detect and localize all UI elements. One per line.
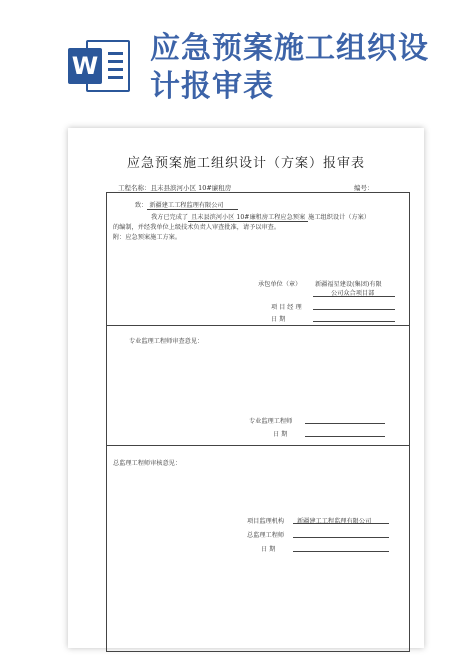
project-value: 且末县滨河小区 10#廉租房 bbox=[150, 184, 232, 192]
attachment-line: 附：应急预案施工方案。 bbox=[113, 234, 182, 241]
chief-review-heading: 总监理工程师审核意见： bbox=[113, 460, 182, 467]
document-page bbox=[68, 128, 424, 648]
engineer-label: 专业监理工程师 bbox=[249, 418, 293, 425]
chief-review-section bbox=[107, 446, 409, 653]
date-label-2: 日 期 bbox=[273, 431, 288, 438]
project-name bbox=[118, 183, 231, 192]
statement-part-a: 我方已完成了 bbox=[151, 214, 189, 221]
word-icon bbox=[68, 40, 130, 92]
number-label: 编号： bbox=[354, 184, 374, 192]
contractor-value-2: 公司众合项目部 bbox=[331, 290, 375, 297]
project-label: 工程名称： bbox=[118, 184, 151, 192]
banner bbox=[0, 0, 474, 128]
engineer-review-heading: 专业监理工程师审查意见： bbox=[129, 338, 204, 345]
submission-section bbox=[107, 193, 409, 326]
statement-plan-name: 且末县滨河小区 10#廉租房工程应急预案 bbox=[188, 214, 308, 222]
pm-label: 项 目 经 理 bbox=[271, 304, 302, 311]
org-label: 项目监理机构 bbox=[247, 518, 285, 525]
chief-label: 总监理工程师 bbox=[247, 532, 285, 539]
engineer-review-section bbox=[107, 326, 409, 446]
statement-line-1 bbox=[151, 212, 370, 221]
to-label: 致： bbox=[135, 202, 148, 209]
to-line bbox=[135, 200, 238, 209]
form-title: 应急预案施工组织设计（方案）报审表 bbox=[126, 156, 365, 171]
statement-line-2: 的编制，并经我单位上级技术负责人审查批准，请予以审查。 bbox=[113, 224, 281, 231]
contractor-label: 承包单位（章） bbox=[258, 281, 302, 288]
word-icon-tile: W bbox=[68, 48, 102, 84]
banner-title: 应急预案施工组织设计报审表 bbox=[150, 31, 429, 104]
contractor-value-1: 新疆福星建设(集团)有限 bbox=[315, 281, 382, 288]
statement-part-c: 施工组织设计（方案） bbox=[308, 214, 371, 221]
org-value: 新疆建工工程监理有限公司 bbox=[297, 518, 372, 525]
to-value: 新疆建工工程监理有限公司 bbox=[147, 202, 237, 210]
date-label-3: 日 期 bbox=[261, 546, 276, 553]
date-label-1: 日 期 bbox=[271, 316, 286, 323]
form-table bbox=[106, 192, 410, 652]
